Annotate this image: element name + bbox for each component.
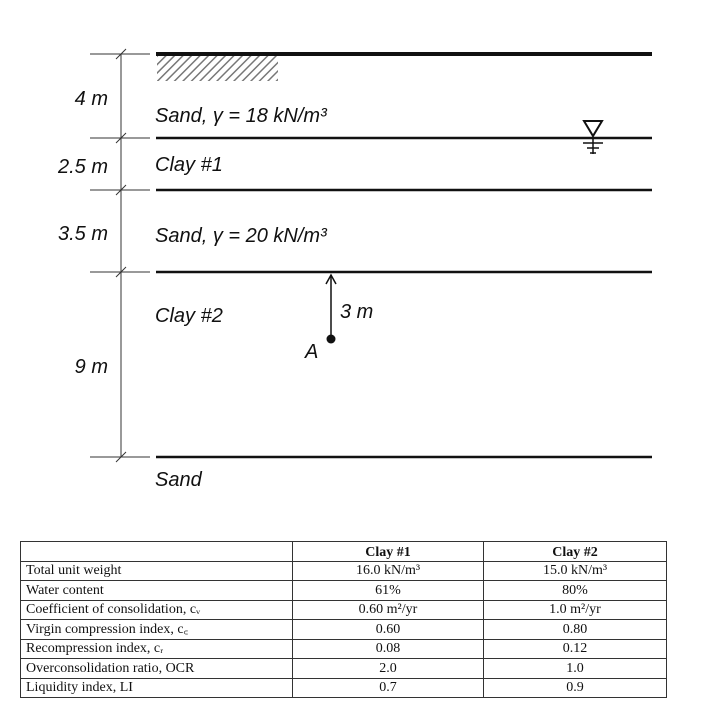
clay2-value: 80% xyxy=(484,581,667,601)
property-name: Recompression index, cᵣ xyxy=(21,639,293,659)
clay2-value: 1.0 m²/yr xyxy=(484,600,667,620)
clay2-value: 0.9 xyxy=(484,678,667,698)
clay1-value: 0.60 m²/yr xyxy=(293,600,484,620)
clay2-value: 1.0 xyxy=(484,659,667,679)
ground-hatch xyxy=(157,56,278,81)
clay1-value: 61% xyxy=(293,581,484,601)
point-a-depth-arrow xyxy=(326,275,336,337)
table-row xyxy=(21,639,667,659)
point-a-marker xyxy=(327,335,336,344)
layer-label-clay2: Clay #2 xyxy=(155,305,223,327)
layer-label-sand2: Sand, γ = 20 kN/m³ xyxy=(155,225,327,247)
property-name: Virgin compression index, c꜀ xyxy=(21,620,293,640)
table-header-clay1: Clay #1 xyxy=(293,542,484,562)
point-a-label: A xyxy=(305,341,319,363)
table-row xyxy=(21,678,667,698)
thickness-label-sand1: 4 m xyxy=(74,88,108,110)
layer-label-clay1: Clay #1 xyxy=(155,154,223,176)
clay1-value: 0.7 xyxy=(293,678,484,698)
table-header-clay2: Clay #2 xyxy=(484,542,667,562)
property-name: Water content xyxy=(21,581,293,601)
table-row xyxy=(21,620,667,640)
clay1-value: 0.08 xyxy=(293,639,484,659)
layer-label-sand3: Sand xyxy=(155,469,202,491)
property-name: Liquidity index, LI xyxy=(21,678,293,698)
table-row xyxy=(21,581,667,601)
clay2-value: 0.12 xyxy=(484,639,667,659)
table-header-property xyxy=(21,542,293,562)
layer-label-sand1: Sand, γ = 18 kN/m³ xyxy=(155,105,327,127)
point-a-depth-label: 3 m xyxy=(340,301,374,323)
property-name: Total unit weight xyxy=(21,561,293,581)
clay1-value: 2.0 xyxy=(293,659,484,679)
table-row xyxy=(21,600,667,620)
clay2-value: 0.80 xyxy=(484,620,667,640)
clay2-value: 15.0 kN/m³ xyxy=(484,561,667,581)
soil-properties-table xyxy=(20,541,667,698)
table-row xyxy=(21,561,667,581)
table-header-row xyxy=(21,542,667,562)
thickness-label-sand2: 3.5 m xyxy=(57,223,108,245)
property-name: Coefficient of consolidation, cᵥ xyxy=(21,600,293,620)
thickness-label-clay1: 2.5 m xyxy=(57,156,108,178)
table-row xyxy=(21,659,667,679)
thickness-label-clay2: 9 m xyxy=(74,356,108,378)
dimension-line xyxy=(90,49,150,462)
clay1-value: 16.0 kN/m³ xyxy=(293,561,484,581)
property-name: Overconsolidation ratio, OCR xyxy=(21,659,293,679)
clay1-value: 0.60 xyxy=(293,620,484,640)
